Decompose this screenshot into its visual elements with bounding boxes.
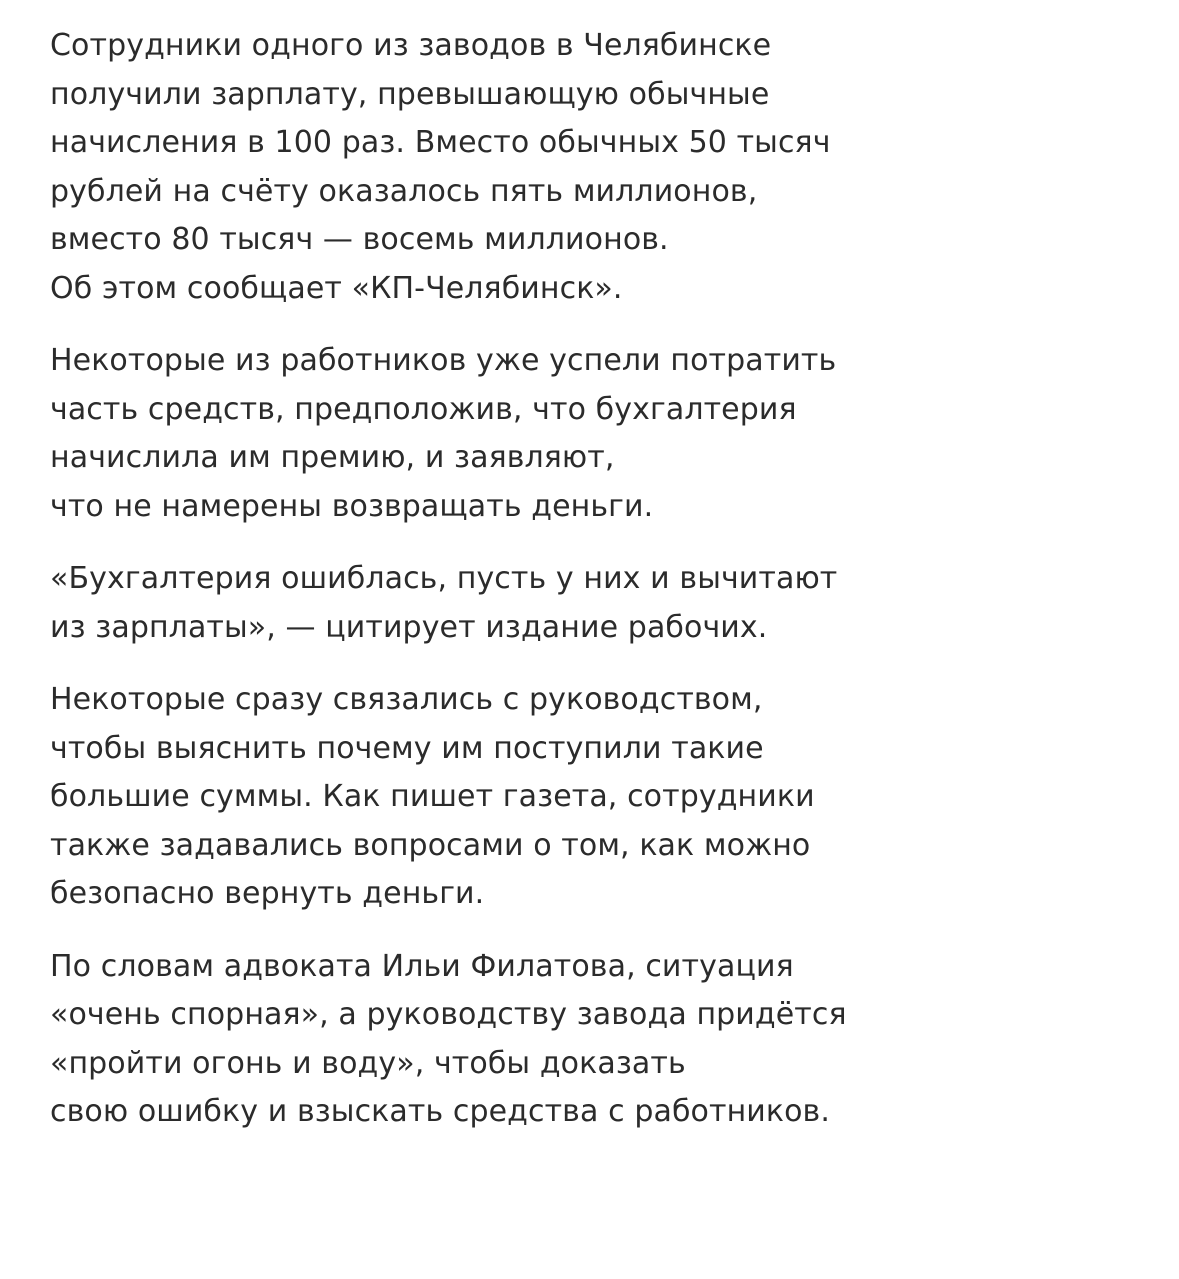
text-line: безопасно вернуть деньги. <box>50 876 485 911</box>
text-line: чтобы выяснить почему им поступили такие <box>50 730 764 766</box>
text-line: Сотрудники одного из заводов в Челябинске <box>50 28 772 63</box>
text-line: Некоторые из работников уже успели потратить <box>50 343 837 378</box>
text-line: «очень спорная», а руководству завода придётся <box>50 997 847 1032</box>
text-line: также задавались вопросами о том, как можно <box>50 827 811 863</box>
text-line: вместо 80 тысяч — восемь миллионов. <box>50 222 669 257</box>
text-line: получили зарплату, превышающую обычные <box>50 76 770 112</box>
text-line: По словам адвоката Ильи Филатова, ситуация <box>50 948 794 984</box>
text-line: часть средств, предположив, что бухгалтерия <box>50 391 797 427</box>
text-line: что не намерены возвращать деньги. <box>50 488 654 524</box>
paragraph-3-quote <box>50 555 1150 652</box>
text-line: «пройти огонь и воду», чтобы доказать <box>50 1045 686 1081</box>
text-line: Некоторые сразу связались с руководством, <box>50 682 763 717</box>
paragraph-4 <box>50 676 1150 919</box>
text-line: «Бухгалтерия ошиблась, пусть у них и вычитают <box>50 561 838 596</box>
text-line: большие суммы. Как пишет газета, сотрудники <box>50 779 815 814</box>
text-line: Об этом сообщает «КП-Челябинск». <box>50 270 623 306</box>
text-line: начисления в 100 раз. Вместо обычных 50 тысяч <box>50 125 831 160</box>
paragraph-2 <box>50 337 1150 531</box>
paragraph-5 <box>50 943 1150 1137</box>
paragraph-1 <box>50 22 1150 313</box>
text-line: свою ошибку и взыскать средства с работников. <box>50 1094 830 1129</box>
text-line: рублей на счёту оказалось пять миллионов, <box>50 173 758 209</box>
article-body <box>50 22 1150 1161</box>
text-line: начислила им премию, и заявляют, <box>50 440 615 475</box>
text-line: из зарплаты», — цитирует издание рабочих. <box>50 609 768 645</box>
